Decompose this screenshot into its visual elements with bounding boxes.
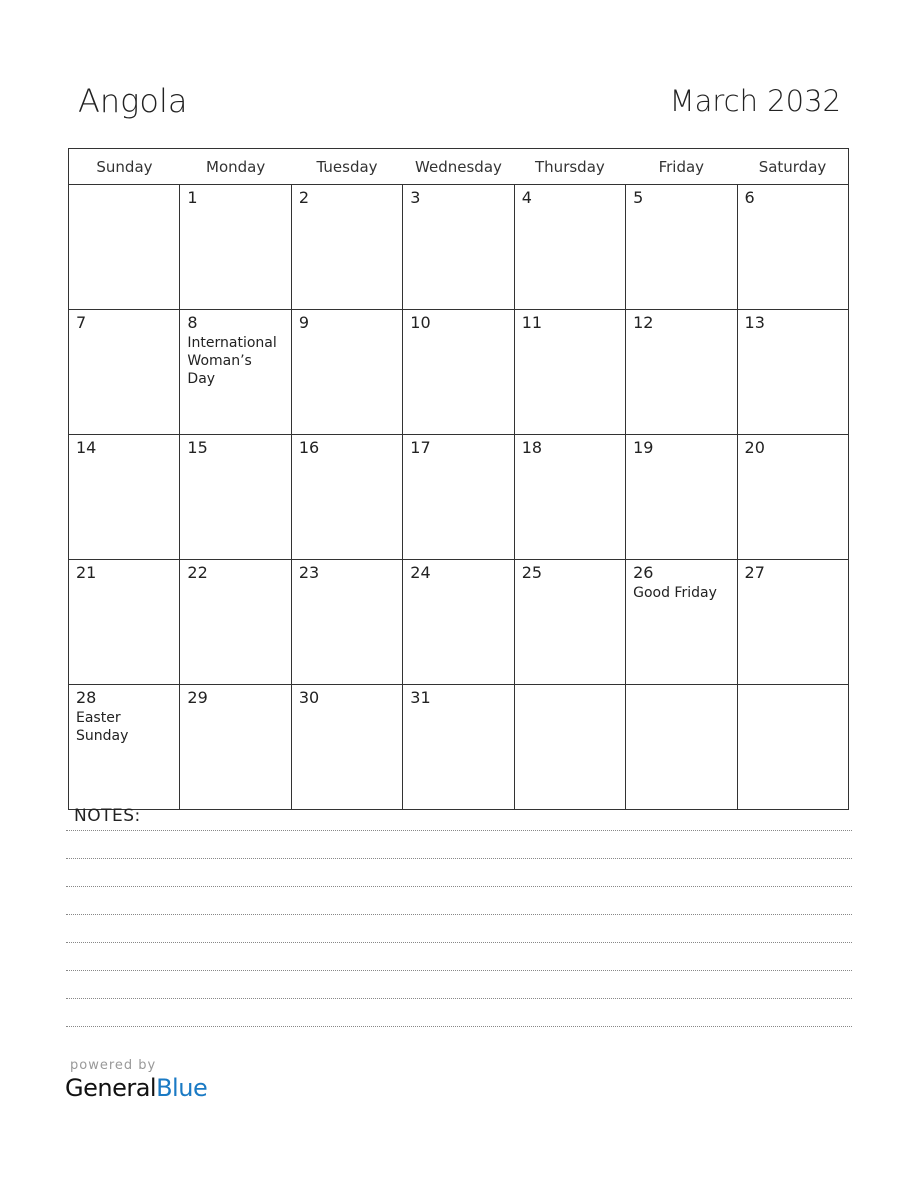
day-number: 15 — [187, 438, 208, 457]
week-row — [69, 685, 849, 810]
powered-by-text: powered by — [70, 1058, 157, 1073]
day-cell — [69, 310, 180, 435]
generalblue-logo — [65, 1074, 207, 1102]
notes-line — [66, 830, 852, 831]
day-number: 26 — [633, 563, 654, 582]
weekday-sunday: Sunday — [69, 149, 180, 185]
day-number: 7 — [76, 313, 87, 332]
day-cell — [626, 185, 737, 310]
notes-line — [66, 858, 852, 859]
holiday-label: Easter Sunday — [76, 710, 129, 744]
day-cell — [180, 685, 291, 810]
day-number: 5 — [633, 188, 644, 207]
day-number: 20 — [744, 438, 765, 457]
day-number: 19 — [633, 438, 654, 457]
day-number: 9 — [298, 313, 310, 332]
day-cell — [403, 310, 514, 435]
weekday-header-row — [69, 149, 849, 185]
day-cell — [69, 560, 180, 685]
day-cell — [291, 310, 402, 435]
week-row — [69, 560, 849, 685]
day-cell — [291, 185, 402, 310]
day-number: 13 — [744, 313, 765, 332]
day-number: 8 — [187, 313, 198, 332]
day-number: 6 — [744, 188, 755, 207]
weekday-saturday: Saturday — [737, 149, 848, 185]
notes-line — [66, 942, 852, 943]
day-cell — [291, 685, 402, 810]
day-number: 21 — [76, 563, 97, 582]
week-row — [69, 435, 849, 560]
day-cell — [626, 560, 737, 685]
day-cell — [180, 560, 291, 685]
day-number: 29 — [187, 688, 208, 707]
weekday-monday: Monday — [180, 149, 291, 185]
day-number: 10 — [410, 313, 431, 332]
month-title: March 2032 — [669, 84, 841, 118]
day-cell — [626, 685, 737, 810]
day-cell — [69, 435, 180, 560]
day-number: 14 — [76, 438, 97, 457]
weekday-wednesday: Wednesday — [403, 149, 514, 185]
logo-blue: Blue — [156, 1074, 208, 1102]
day-cell — [514, 435, 625, 560]
notes-line — [66, 970, 852, 971]
day-cell — [626, 310, 737, 435]
day-cell — [403, 185, 514, 310]
day-number: 11 — [521, 313, 543, 332]
week-row — [69, 185, 849, 310]
day-number: 1 — [187, 188, 198, 207]
day-cell — [180, 435, 291, 560]
day-cell — [69, 685, 180, 810]
day-cell — [291, 560, 402, 685]
country-title: Angola — [78, 82, 188, 120]
holiday-label: Good Friday — [633, 585, 717, 601]
day-number: 25 — [521, 563, 543, 582]
notes-line — [66, 998, 852, 999]
day-cell — [626, 435, 737, 560]
day-cell — [514, 310, 625, 435]
notes-line — [66, 914, 852, 915]
day-cell — [737, 560, 848, 685]
day-cell — [737, 685, 848, 810]
notes-line — [66, 886, 852, 887]
day-cell — [403, 560, 514, 685]
holiday-label: International Woman’s Day — [187, 335, 277, 387]
day-number: 22 — [187, 563, 208, 582]
day-number: 23 — [298, 563, 320, 582]
day-number: 12 — [633, 313, 654, 332]
weekday-friday: Friday — [626, 149, 737, 185]
day-number: 2 — [298, 188, 310, 207]
day-number: 3 — [410, 188, 421, 207]
day-number: 18 — [521, 438, 543, 457]
day-number: 30 — [298, 688, 320, 707]
day-number: 4 — [521, 188, 532, 207]
notes-line — [66, 1026, 852, 1027]
logo-general: General — [65, 1074, 157, 1102]
day-cell — [180, 185, 291, 310]
day-number: 31 — [410, 688, 431, 707]
weekday-thursday: Thursday — [514, 149, 625, 185]
day-cell — [737, 185, 848, 310]
day-number: 27 — [744, 563, 765, 582]
day-cell — [514, 185, 625, 310]
day-cell — [69, 185, 180, 310]
day-number: 17 — [410, 438, 431, 457]
week-row — [69, 310, 849, 435]
day-cell — [514, 560, 625, 685]
day-cell — [737, 435, 848, 560]
weekday-tuesday: Tuesday — [291, 149, 402, 185]
day-cell — [180, 310, 291, 435]
day-cell — [737, 310, 848, 435]
day-number: 24 — [410, 563, 431, 582]
day-cell — [403, 435, 514, 560]
day-cell — [291, 435, 402, 560]
day-cell — [514, 685, 625, 810]
day-number: 16 — [298, 438, 320, 457]
day-cell — [403, 685, 514, 810]
calendar-grid — [68, 148, 849, 810]
notes-label: NOTES: — [74, 806, 141, 826]
day-number: 28 — [76, 688, 97, 707]
